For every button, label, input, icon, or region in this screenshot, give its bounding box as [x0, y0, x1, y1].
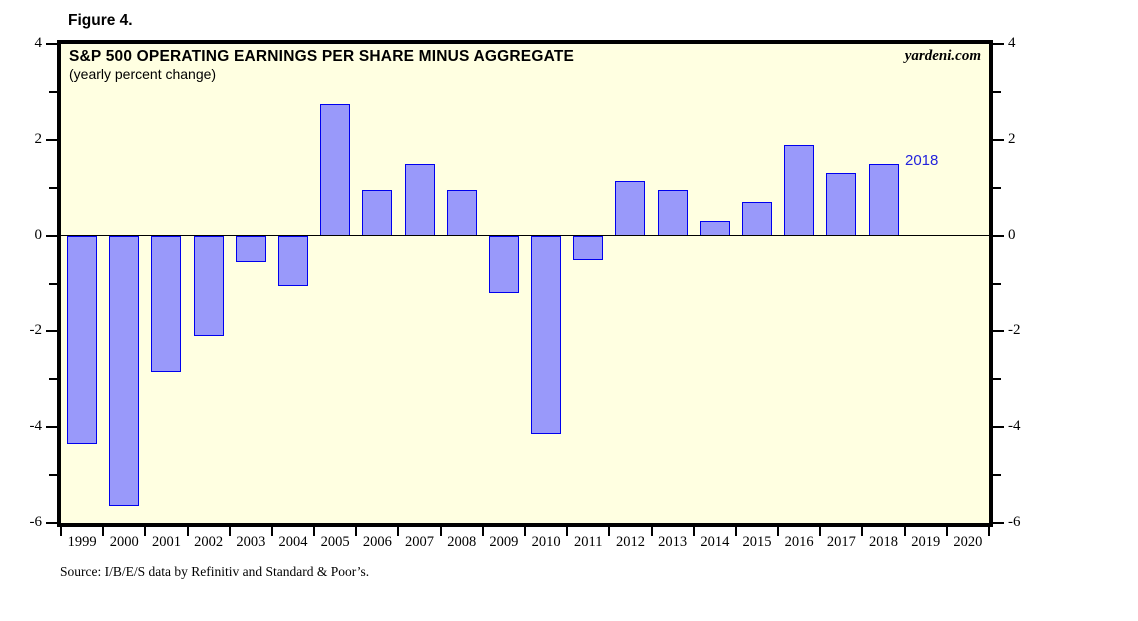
x-axis-year-label: 2020	[953, 534, 983, 550]
y-minor-tick-left	[49, 187, 57, 189]
y-minor-tick-right	[993, 378, 1001, 380]
y-minor-tick-left	[49, 283, 57, 285]
bar-2018	[869, 164, 899, 236]
y-axis-label-left: 4	[34, 35, 42, 51]
bar-2006	[362, 190, 392, 236]
y-minor-tick-left	[49, 378, 57, 380]
bar-2005	[320, 104, 350, 236]
x-axis-year-label: 2008	[447, 534, 477, 550]
y-axis-label-left: -6	[29, 514, 42, 530]
bar-2010	[531, 236, 561, 435]
x-axis-year-label: 2000	[109, 534, 139, 550]
bar-2003	[236, 236, 266, 262]
bar-2009	[489, 236, 519, 293]
y-axis-label-left: -4	[29, 418, 42, 435]
x-axis-year-label: 2016	[784, 534, 814, 550]
bar-2008	[447, 190, 477, 236]
bar-2004	[278, 236, 308, 286]
x-axis-year-label: 2012	[615, 534, 645, 550]
y-axis-label-right: 4	[1008, 35, 1016, 51]
y-axis-label-right: -6	[1008, 514, 1021, 530]
source-note: Source: I/B/E/S data by Refinitiv and Standard & Poor’s.	[60, 564, 370, 579]
y-axis-label-left: 2	[34, 130, 42, 147]
x-axis-year-label: 2007	[405, 534, 435, 550]
y-major-tick-right	[993, 139, 1004, 141]
y-axis-label-left: -2	[29, 322, 42, 339]
y-axis-label-right: 0	[1008, 226, 1016, 243]
y-axis-label-left: 0	[34, 226, 42, 243]
y-major-tick-left	[46, 139, 57, 141]
zero-axis-line	[61, 235, 989, 236]
y-minor-tick-right	[993, 283, 1001, 285]
bar-2011	[573, 236, 603, 260]
x-axis-year-label: 1999	[67, 534, 97, 550]
watermark-text: yardeni.com	[904, 48, 981, 64]
chart-title: S&P 500 OPERATING EARNINGS PER SHARE MINUS AGGREGATE	[69, 48, 575, 65]
y-axis-label-right: -2	[1008, 322, 1021, 339]
y-major-tick-left	[46, 330, 57, 332]
y-major-tick-right	[993, 522, 1004, 524]
chart-subtitle: (yearly percent change)	[69, 66, 217, 82]
y-minor-tick-right	[993, 187, 1001, 189]
x-axis-year-label: 2010	[531, 534, 561, 550]
bar-2017	[826, 173, 856, 235]
y-major-tick-right	[993, 235, 1004, 237]
bar-2012	[615, 181, 645, 236]
x-axis-year-label: 2013	[658, 534, 688, 550]
y-minor-tick-right	[993, 474, 1001, 476]
figure-number-label: Figure 4.	[68, 12, 133, 29]
bar-2015	[742, 202, 772, 236]
y-major-tick-left	[46, 426, 57, 428]
x-axis-year-label: 2017	[826, 534, 856, 550]
last-bar-year-annotation: 2018	[905, 152, 939, 169]
bar-1999	[67, 236, 97, 444]
x-axis-year-label: 2006	[362, 534, 392, 550]
x-axis-year-label: 2009	[489, 534, 519, 550]
y-axis-label-right: -4	[1008, 418, 1021, 435]
x-axis-year-label: 2014	[700, 534, 730, 550]
x-axis-year-label: 2011	[574, 534, 603, 550]
x-axis-year-label: 2003	[236, 534, 266, 550]
plot-frame	[57, 40, 993, 527]
y-minor-tick-left	[49, 91, 57, 93]
bar-2013	[658, 190, 688, 236]
y-major-tick-right	[993, 43, 1004, 45]
x-axis-year-label: 2019	[911, 534, 941, 550]
x-axis-year-label: 2004	[278, 534, 308, 550]
y-major-tick-right	[993, 426, 1004, 428]
bar-2001	[151, 236, 181, 373]
x-axis-year-label: 2001	[151, 534, 181, 550]
y-major-tick-left	[46, 235, 57, 237]
bar-2014	[700, 221, 730, 235]
x-axis-year-label: 2002	[194, 534, 224, 550]
x-axis-year-label: 2015	[742, 534, 772, 550]
x-axis-year-label: 2018	[869, 534, 899, 550]
y-major-tick-left	[46, 522, 57, 524]
y-major-tick-right	[993, 330, 1004, 332]
bar-2007	[405, 164, 435, 236]
bar-2000	[109, 236, 139, 507]
y-minor-tick-right	[993, 91, 1001, 93]
bar-2002	[194, 236, 224, 337]
y-minor-tick-left	[49, 474, 57, 476]
x-axis-year-label: 2005	[320, 534, 350, 550]
y-major-tick-left	[46, 43, 57, 45]
y-axis-label-right: 2	[1008, 130, 1016, 147]
bar-2016	[784, 145, 814, 236]
